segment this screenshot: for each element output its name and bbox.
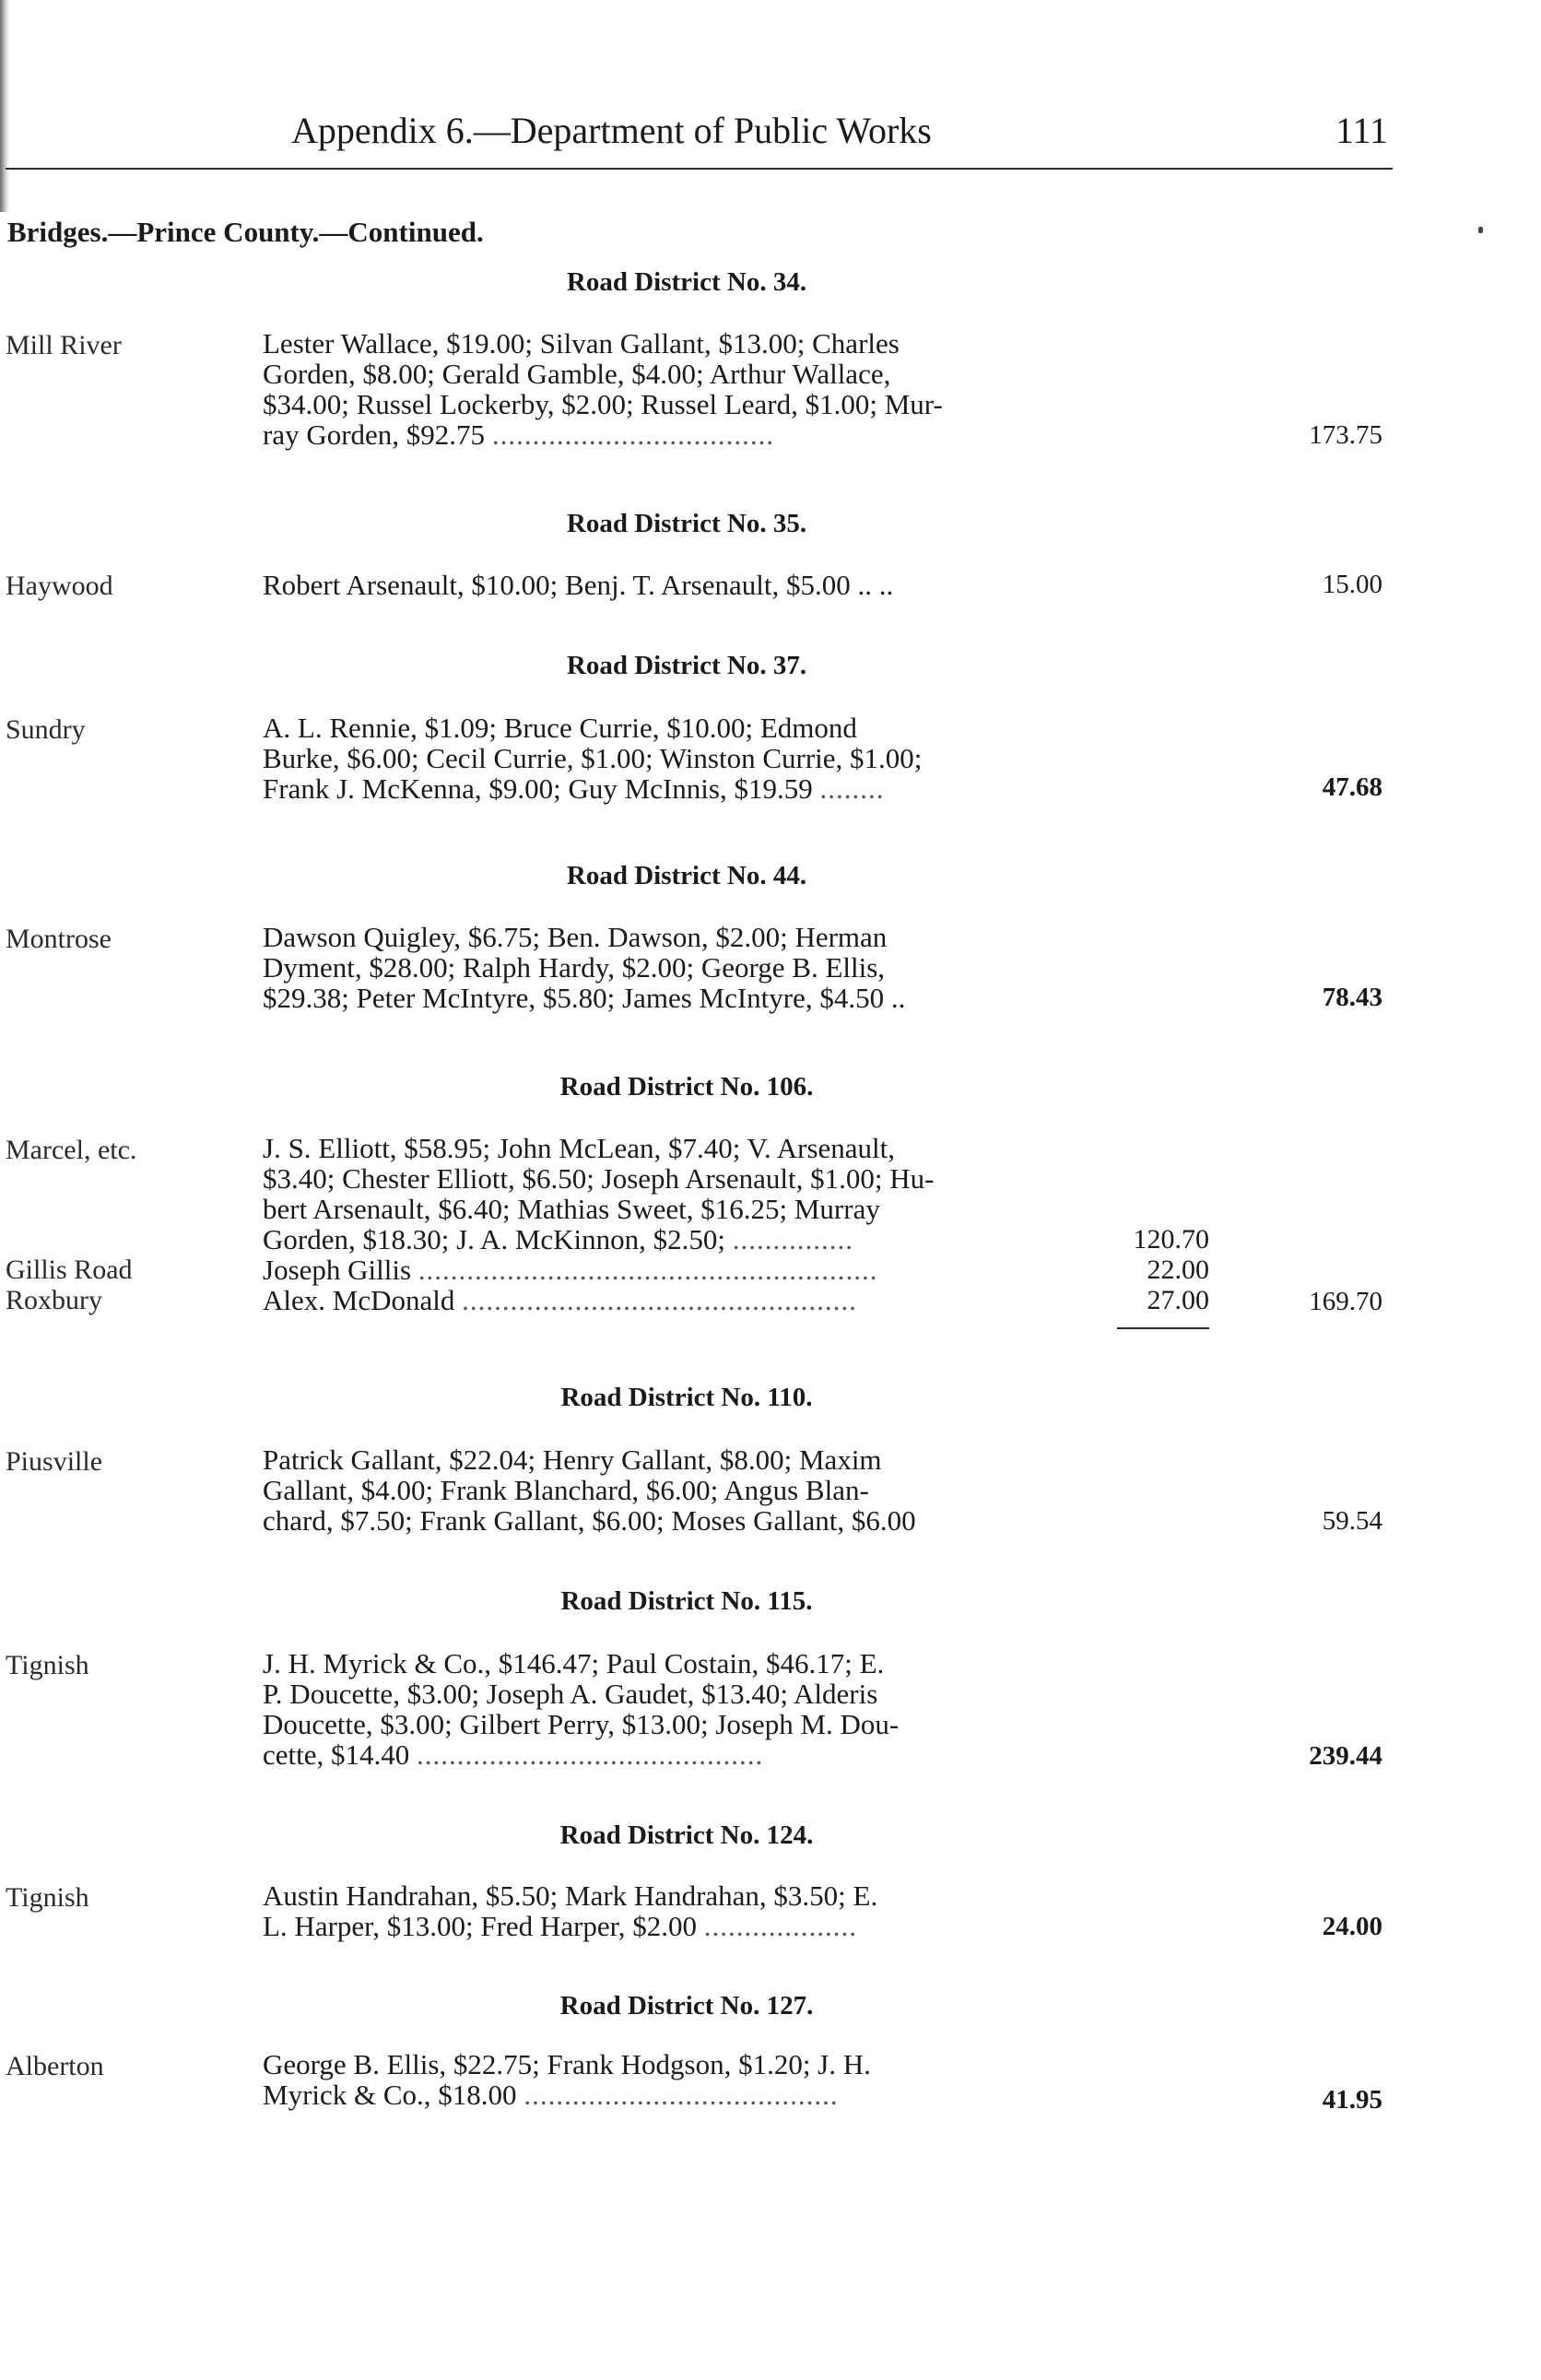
- entry-line: [263, 773, 1111, 804]
- entry-line: $34.00; Russel Lockerby, $2.00; Russel Leard, $1.00; Mur-: [263, 388, 943, 420]
- entry-line: $3.40; Chester Elliott, $6.50; Joseph Arsenault, $1.00; Hu-: [263, 1162, 935, 1195]
- scan-edge-shadow: [0, 0, 9, 212]
- place-name: Mill River: [6, 330, 122, 360]
- district-total: 59.54: [1322, 1506, 1382, 1536]
- district-total: 24.00: [1322, 1912, 1382, 1941]
- entry-text: [263, 1444, 1111, 1536]
- sub-amount: 120.70: [1133, 1224, 1209, 1255]
- district-title: Road District No. 34.: [566, 267, 807, 297]
- place-name: Piusville: [6, 1446, 103, 1477]
- place-name: Gillis Road: [6, 1255, 133, 1285]
- page-number: 111: [1335, 110, 1388, 151]
- entry-line: Gallant, $4.00; Frank Blanchard, $6.00; Angus Blan-: [263, 1474, 869, 1506]
- sub-entry-text: [263, 1255, 1111, 1285]
- dot-leader: ...................: [703, 1910, 857, 1942]
- entry-line: P. Doucette, $3.00; Joseph A. Gaudet, $13.40; Alderis: [263, 1678, 878, 1710]
- district-title: Road District No. 37.: [566, 651, 807, 680]
- sum-rule: [1117, 1327, 1209, 1329]
- running-header: [291, 109, 1388, 164]
- entry-line-text: Frank J. McKenna, $9.00; Guy McInnis, $19.59: [263, 772, 813, 805]
- dot-leader: ...........................................: [417, 1738, 764, 1771]
- entry-text: [263, 1880, 1111, 1941]
- entry-line-text: Gorden, $18.30; J. A. McKinnon, $2.50;: [263, 1223, 726, 1255]
- header-rule: [6, 168, 1393, 170]
- place-name: Haywood: [6, 571, 113, 601]
- place-name: Alberton: [6, 2051, 104, 2081]
- entry-line: Burke, $6.00; Cecil Currie, $1.00; Winston Currie, $1.00;: [263, 742, 923, 774]
- entry-line-text: ray Gorden, $92.75: [263, 418, 486, 451]
- entry-text: [263, 922, 1111, 1013]
- entry-text: [263, 713, 1111, 804]
- dot-leader: ...............: [732, 1223, 854, 1255]
- place-name: Roxbury: [6, 1285, 102, 1315]
- entry-text: [263, 1648, 1111, 1770]
- scan-speck: [1478, 227, 1483, 233]
- entry-line: A. L. Rennie, $1.09; Bruce Currie, $10.00; Edmond: [263, 712, 857, 744]
- entry-line: Patrick Gallant, $22.04; Henry Gallant, $8.00; Maxim: [263, 1443, 882, 1476]
- place-name: Tignish: [6, 1882, 89, 1913]
- entry-line: $29.38; Peter McIntyre, $5.80; James McIntyre, $4.50 ..: [263, 982, 906, 1014]
- entry-line: Austin Handrahan, $5.50; Mark Handrahan, $3.50; E.: [263, 1879, 878, 1912]
- entry-text: [263, 2049, 1111, 2110]
- header-title: Appendix 6.—Department of Public Works: [291, 110, 932, 151]
- entry-line: [263, 1224, 1111, 1255]
- entry-line: Robert Arsenault, $10.00; Benj. T. Arsenault, $5.00 .. ..: [263, 569, 894, 601]
- entry-line: [263, 2080, 1111, 2110]
- place-name: Marcel, etc.: [6, 1135, 137, 1165]
- entry-line-text: L. Harper, $13.00; Fred Harper, $2.00: [263, 1910, 697, 1942]
- place-name: Tignish: [6, 1650, 89, 1680]
- section-heading: Bridges.—Prince County.—Continued.: [7, 216, 484, 248]
- dot-leader: .................................................: [462, 1284, 857, 1316]
- entry-line: [263, 1911, 1111, 1941]
- entry-line: chard, $7.50; Frank Gallant, $6.00; Moses Gallant, $6.00: [263, 1504, 916, 1537]
- entry-text: [263, 1133, 1111, 1255]
- place-name: Montrose: [6, 924, 112, 954]
- sub-amount: 27.00: [1147, 1285, 1209, 1315]
- entry-line: Gorden, $8.00; Gerald Gamble, $4.00; Arthur Wallace,: [263, 358, 891, 390]
- sub-amount: 22.00: [1147, 1255, 1209, 1285]
- entry-line: Dawson Quigley, $6.75; Ben. Dawson, $2.00; Herman: [263, 921, 888, 953]
- entry-line-text: cette, $14.40: [263, 1738, 410, 1771]
- district-title: Road District No. 127.: [559, 1991, 814, 2021]
- district-title: Road District No. 124.: [559, 1820, 814, 1850]
- district-title: Road District No. 110.: [560, 1383, 813, 1412]
- entry-line-text: Myrick & Co., $18.00: [263, 2079, 517, 2111]
- sub-entry-text: [263, 1285, 1111, 1315]
- district-title: Road District No. 106.: [559, 1072, 814, 1102]
- district-title: Road District No. 115.: [560, 1586, 813, 1616]
- entry-text: [263, 328, 1111, 450]
- entry-line: Lester Wallace, $19.00; Silvan Gallant, $13.00; Charles: [263, 327, 900, 359]
- entry-line-text: Alex. McDonald: [263, 1284, 455, 1316]
- district-title: Road District No. 35.: [566, 509, 807, 538]
- entry-line: Doucette, $3.00; Gilbert Perry, $13.00; Joseph M. Dou-: [263, 1708, 900, 1740]
- entry-line: J. S. Elliott, $58.95; John McLean, $7.40; V. Arsenault,: [263, 1132, 896, 1164]
- district-total: 169.70: [1309, 1287, 1382, 1316]
- dot-leader: ...................................: [491, 418, 775, 451]
- entry-line: bert Arsenault, $6.40; Mathias Sweet, $16.25; Murray: [263, 1193, 880, 1225]
- entry-line: George B. Ellis, $22.75; Frank Hodgson, $1.20; J. H.: [263, 2048, 871, 2080]
- district-total: 173.75: [1309, 420, 1382, 450]
- entry-text: [263, 570, 1111, 600]
- entry-line: J. H. Myrick & Co., $146.47; Paul Costain, $46.17; E.: [263, 1647, 885, 1679]
- district-total: 239.44: [1309, 1741, 1382, 1771]
- district-total: 41.95: [1322, 2085, 1382, 2115]
- dot-leader: ........: [819, 772, 885, 805]
- entry-line-text: Joseph Gillis: [263, 1254, 412, 1286]
- entry-line: [263, 419, 1111, 450]
- district-total: 47.68: [1322, 772, 1382, 802]
- place-name: Sundry: [6, 714, 86, 745]
- entry-line: [263, 1739, 1111, 1770]
- dot-leader: .........................................................: [418, 1254, 878, 1286]
- entry-line: Dyment, $28.00; Ralph Hardy, $2.00; George B. Ellis,: [263, 951, 886, 984]
- district-total: 78.43: [1322, 983, 1382, 1012]
- dot-leader: .......................................: [523, 2079, 839, 2111]
- district-title: Road District No. 44.: [566, 861, 807, 890]
- district-total: 15.00: [1322, 570, 1382, 599]
